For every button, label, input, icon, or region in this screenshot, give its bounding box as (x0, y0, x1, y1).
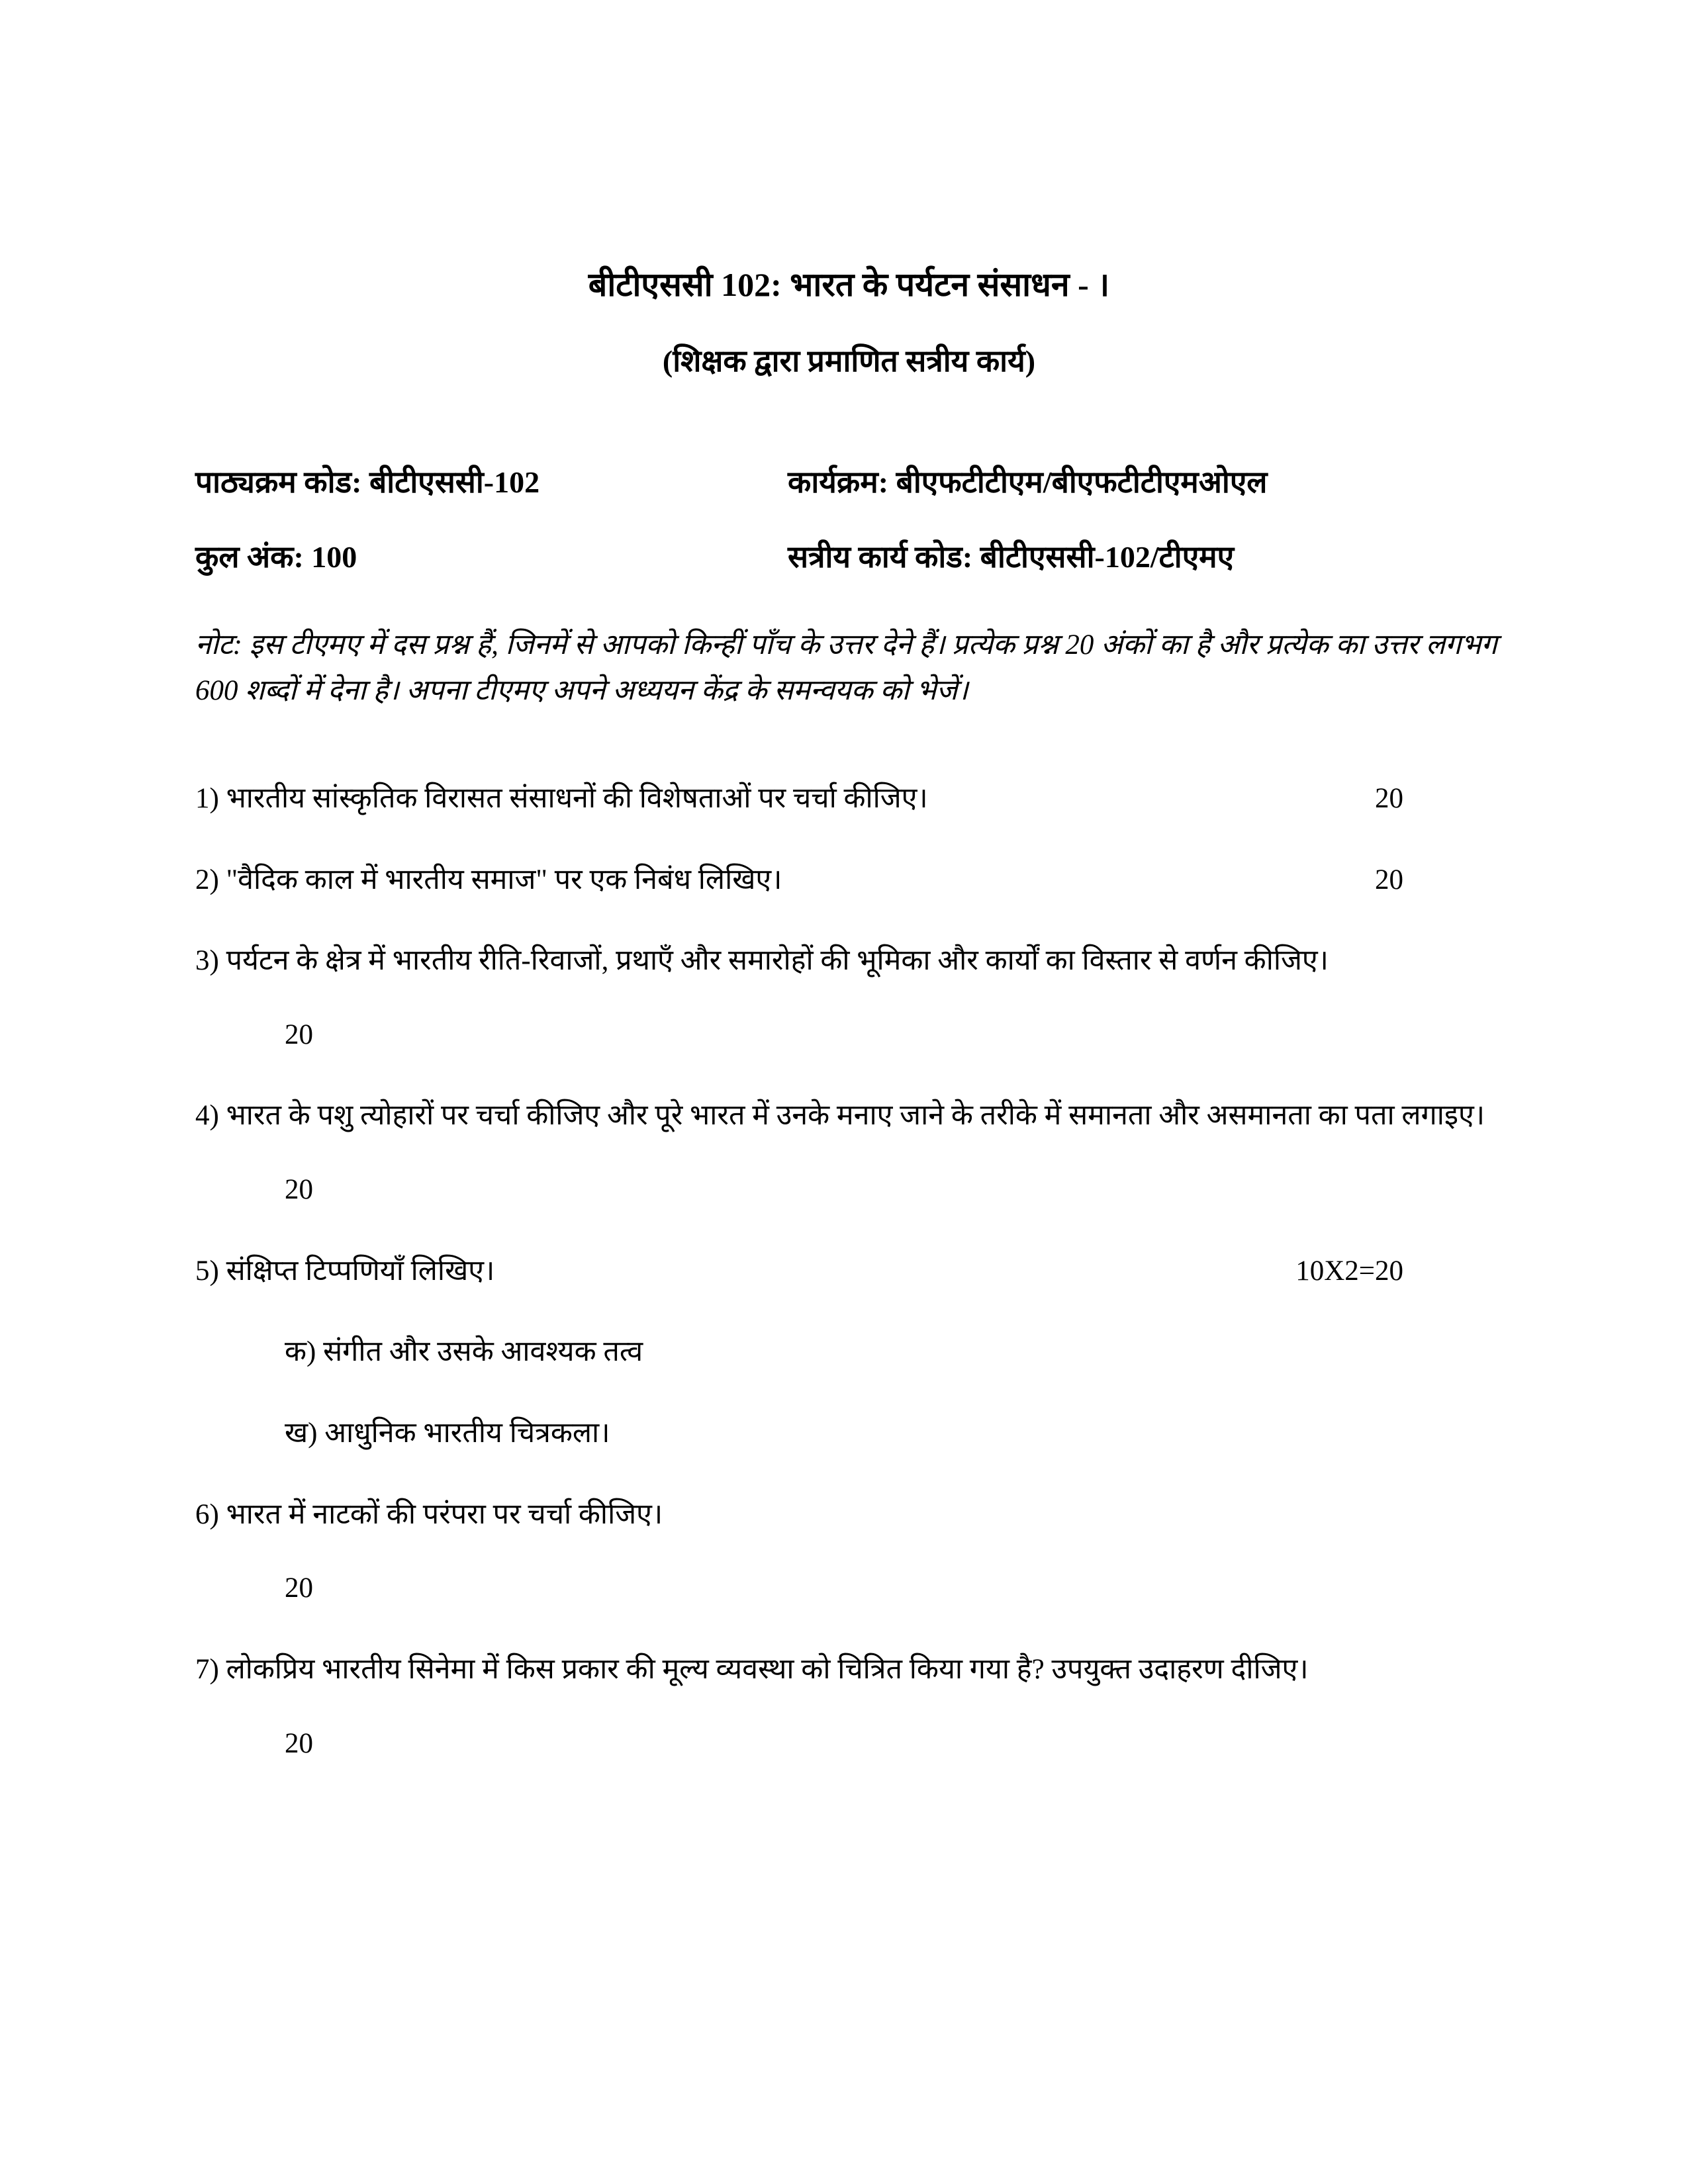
question-5-subitem-b: ख) आधुनिक भारतीय चित्रकला। (285, 1418, 610, 1449)
question-1-marks: 20 (1375, 782, 1403, 814)
question-5-subitem-a: क) संगीत और उसके आवश्यक तत्व (285, 1336, 643, 1368)
question-5-text: 5) संक्षिप्त टिप्पणियाँ लिखिए। (195, 1255, 495, 1287)
question-7-text: 7) लोकप्रिय भारतीय सिनेमा में किस प्रकार की मूल्य व्यवस्था को चित्रित किया गया है? उपयुक्त उदाहरण दीजिए। (195, 1653, 1309, 1685)
question-6 (195, 1493, 1503, 1611)
question-3-text: 3) पर्यटन के क्षेत्र में भारतीय रीति-रिवाजों, प्रथाएँ और समारोहों की भूमिका और कार्यों का विस्तार से वर्णन कीजिए। (195, 945, 1329, 977)
question-7-marks: 20 (285, 1727, 313, 1759)
question-2-text: 2) "वैदिक काल में भारतीय समाज" पर एक निबंध लिखिए। (195, 864, 782, 895)
question-1-text: 1) भारतीय सांस्कृतिक विरासत संसाधनों की विशेषताओं पर चर्चा कीजिए। (195, 782, 928, 814)
question-3-marks: 20 (285, 1019, 313, 1050)
document-subtitle: (शिक्षक द्वारा प्रमाणित सत्रीय कार्य) (662, 344, 1036, 378)
meta-grid (195, 464, 1503, 575)
note-paragraph: नोट: इस टीएमए में दस प्रश्न हैं, जिनमें से आपको किन्हीं पाँच के उत्तर देने हैं। प्रत्येक प्रश्न 20 अंकों का है और प्रत्येक का उत्तर लगभग 600 शब्दों में देना है। अपना टीएमए अपने अध्ययन केंद्र के समन्वयक को भेजें। (195, 629, 1497, 707)
question-5-marks: 10X2=20 (1295, 1255, 1403, 1287)
question-4-text: 4) भारत के पशु त्योहारों पर चर्चा कीजिए और पूरे भारत में उनके मनाए जाने के तरीके में समानता और असमानता का पता लगाइए। (195, 1100, 1485, 1132)
question-3 (195, 939, 1503, 1057)
question-7 (195, 1648, 1503, 1766)
question-4 (195, 1094, 1503, 1212)
meta-total-marks: कुल अंक: 100 (195, 540, 357, 574)
question-4-marks: 20 (285, 1174, 313, 1206)
question-6-marks: 20 (285, 1572, 313, 1604)
question-2-marks: 20 (1375, 864, 1403, 895)
meta-assignment-code: सत्रीय कार्य कोड: बीटीएससी-102/टीएमए (788, 540, 1235, 574)
question-5 (195, 1250, 1503, 1456)
meta-course-code: पाठ्यक्रम कोड: बीटीएससी-102 (195, 465, 540, 500)
meta-programme: कार्यक्रम: बीएफटीटीएम/बीएफटीटीएमओएल (788, 465, 1268, 500)
question-2 (195, 858, 1503, 903)
document-title: बीटीएससी 102: भारत के पर्यटन संसाधन - । (588, 266, 1110, 303)
question-6-text: 6) भारत में नाटकों की परंपरा पर चर्चा कीजिए। (195, 1498, 663, 1530)
question-1 (195, 777, 1503, 821)
